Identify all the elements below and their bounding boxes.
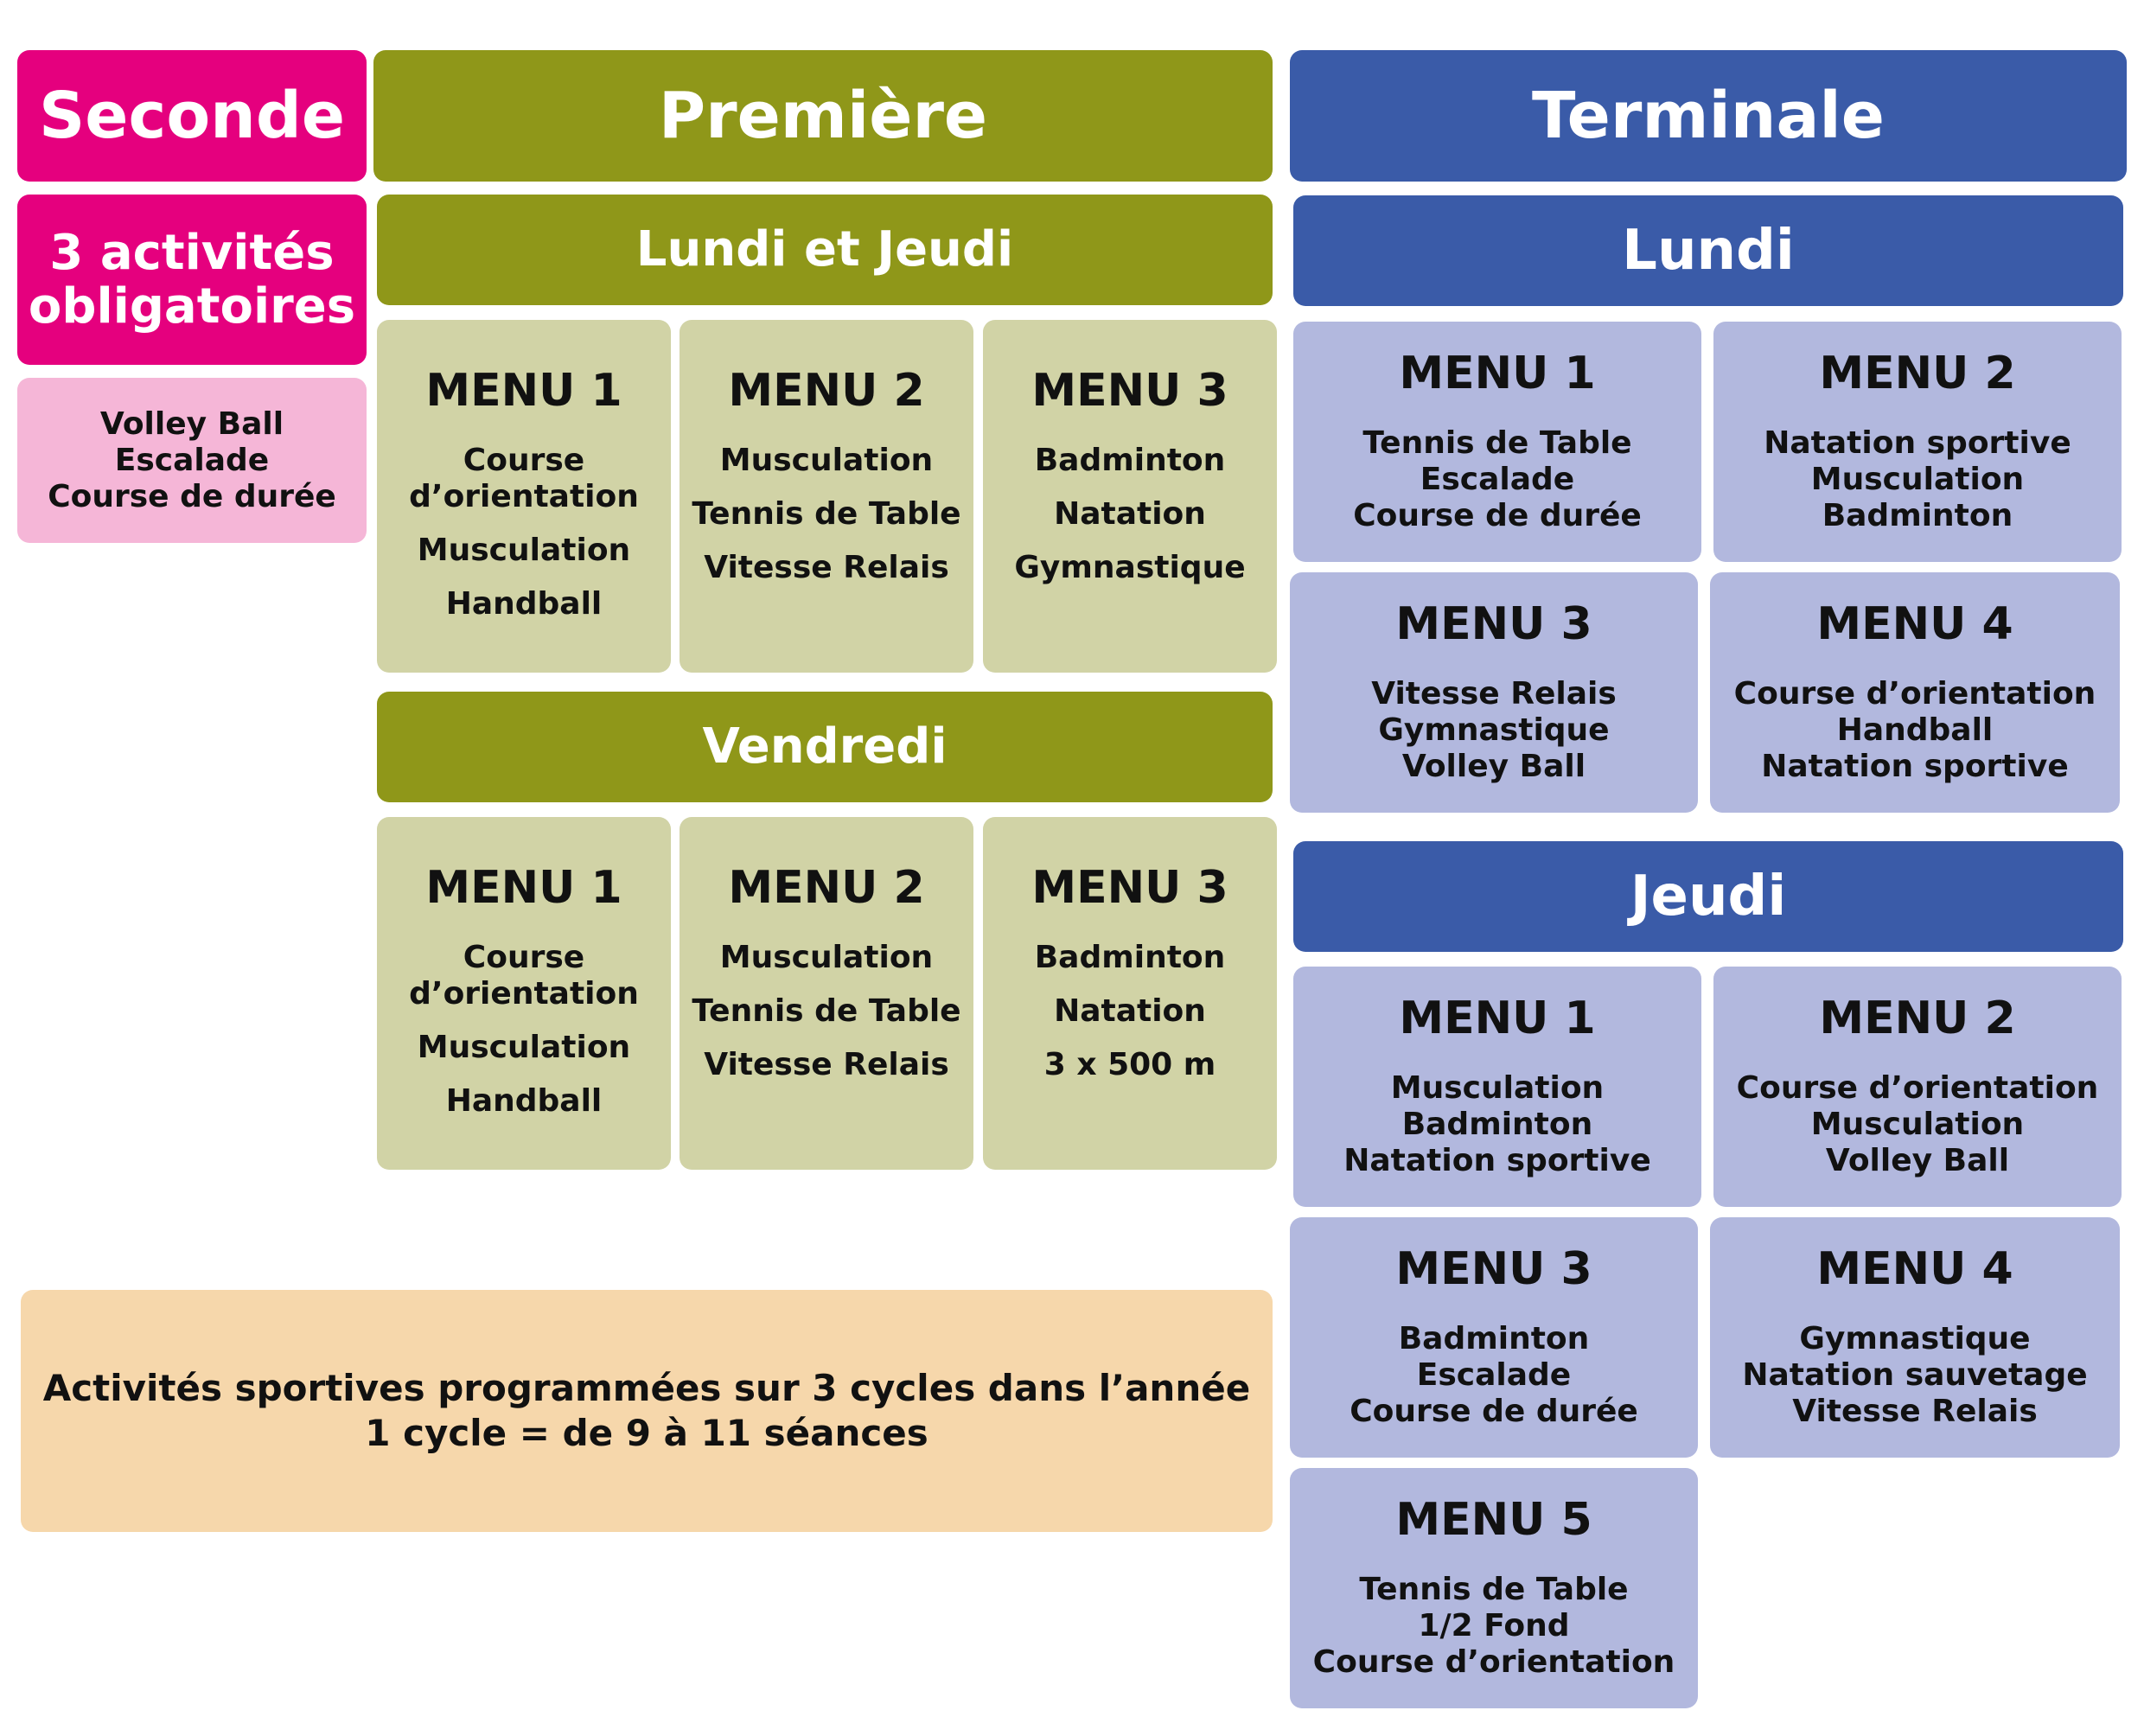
activity-item: Vitesse Relais xyxy=(1371,676,1617,712)
premiere-day-label: Vendredi xyxy=(702,718,948,775)
premiere-day-header xyxy=(377,195,1273,305)
activity-item: Musculation xyxy=(1390,1070,1605,1106)
terminale-header xyxy=(1290,50,2127,182)
activity-item: Course d’orientation xyxy=(1733,676,2096,712)
activity-item: Gymnastique xyxy=(1378,712,1610,748)
activity-item: Volley Ball xyxy=(1401,749,1586,784)
activity-item: Vitesse Relais xyxy=(704,550,949,585)
menu-title: MENU 1 xyxy=(425,862,622,914)
activity-item: Course d’orientation xyxy=(1736,1070,2099,1106)
terminale-jeudi-menu-4 xyxy=(1710,1217,2120,1458)
activity-item: Course de durée xyxy=(1350,1394,1638,1429)
premiere-v-menu-3 xyxy=(983,817,1277,1170)
menu-title: MENU 1 xyxy=(1399,348,1596,399)
activity-item: Natation sportive xyxy=(1764,425,2071,461)
activity-item: Course de durée xyxy=(1353,498,1642,533)
activity-item: Escalade xyxy=(114,442,270,478)
activity-item: Tennis de Table xyxy=(692,496,961,532)
activity-item: Natation sportive xyxy=(1343,1143,1651,1178)
premiere-header xyxy=(373,50,1273,182)
terminale-jeudi-menu-5 xyxy=(1290,1468,1698,1708)
menu-title: MENU 2 xyxy=(728,365,925,417)
premiere-lj-menu-1 xyxy=(377,320,671,673)
seconde-subtitle-line2: obligatoires xyxy=(28,278,356,335)
activity-item: Handball xyxy=(445,1083,603,1119)
activity-item: Course de durée xyxy=(48,478,336,514)
activity-item: Musculation xyxy=(1810,1107,2025,1142)
menu-title: MENU 2 xyxy=(1819,348,2016,399)
terminale-day-header xyxy=(1293,195,2123,306)
activity-item: Musculation xyxy=(719,940,934,975)
premiere-lj-menu-2 xyxy=(680,320,973,673)
activity-item: Gymnastique xyxy=(1014,550,1246,585)
activity-item: Natation xyxy=(1054,993,1206,1029)
terminale-lundi-menu-2 xyxy=(1713,322,2122,562)
activity-item: Tennis de Table xyxy=(1359,1572,1629,1607)
activity-item: Handball xyxy=(445,586,603,622)
seconde-header xyxy=(17,50,367,182)
terminale-day-header xyxy=(1293,841,2123,952)
cycles-note xyxy=(21,1290,1273,1532)
menu-title: MENU 1 xyxy=(1399,992,1596,1044)
premiere-day-label: Lundi et Jeudi xyxy=(635,221,1014,278)
terminale-lundi-menu-3 xyxy=(1290,572,1698,813)
menu-title: MENU 2 xyxy=(728,862,925,914)
seconde-activities xyxy=(17,378,367,543)
activity-item: Musculation xyxy=(417,533,631,568)
seconde-subtitle-box xyxy=(17,195,367,365)
terminale-jeudi-menu-2 xyxy=(1713,967,2122,1207)
terminale-day-label: Lundi xyxy=(1622,219,1795,283)
activity-item: Escalade xyxy=(1416,1357,1572,1393)
terminale-day-label: Jeudi xyxy=(1630,865,1787,929)
premiere-title: Première xyxy=(658,79,988,153)
premiere-day-header xyxy=(377,692,1273,802)
premiere-v-menu-1 xyxy=(377,817,671,1170)
activity-item: Volley Ball xyxy=(99,405,284,442)
activity-item: Natation sportive xyxy=(1761,749,2069,784)
premiere-lj-menu-3 xyxy=(983,320,1277,673)
menu-title: MENU 4 xyxy=(1816,598,2013,650)
activity-item: Course d’orientation xyxy=(409,443,639,514)
activity-item: Musculation xyxy=(719,443,934,478)
note-line-2: 1 cycle = de 9 à 11 séances xyxy=(365,1412,928,1454)
menu-title: MENU 3 xyxy=(1395,1243,1592,1295)
terminale-jeudi-menu-3 xyxy=(1290,1217,1698,1458)
activity-item: Badminton xyxy=(1034,940,1226,975)
menu-title: MENU 4 xyxy=(1816,1243,2013,1295)
activity-item: Handball xyxy=(1836,712,1994,748)
terminale-jeudi-menu-1 xyxy=(1293,967,1701,1207)
menu-title: MENU 3 xyxy=(1395,598,1592,650)
activity-item: Tennis de Table xyxy=(692,993,961,1029)
menu-title: MENU 3 xyxy=(1031,365,1228,417)
terminale-lundi-menu-4 xyxy=(1710,572,2120,813)
activity-item: Gymnastique xyxy=(1799,1321,2031,1356)
activity-item: Vitesse Relais xyxy=(1792,1394,2038,1429)
activity-item: Badminton xyxy=(1034,443,1226,478)
activity-item: Badminton xyxy=(1822,498,2013,533)
seconde-subtitle-line1: 3 activités xyxy=(49,224,335,281)
premiere-v-menu-2 xyxy=(680,817,973,1170)
activity-item: Vitesse Relais xyxy=(704,1047,949,1082)
activity-item: 1/2 Fond xyxy=(1418,1608,1570,1643)
menu-title: MENU 1 xyxy=(425,365,622,417)
terminale-title: Terminale xyxy=(1532,79,1885,153)
activity-item: Badminton xyxy=(1398,1321,1590,1356)
activity-item: Volley Ball xyxy=(1825,1143,2010,1178)
activity-item: 3 x 500 m xyxy=(1043,1047,1216,1082)
activity-item: Course d’orientation xyxy=(1312,1644,1675,1680)
activity-item: Natation sauvetage xyxy=(1742,1357,2088,1393)
activity-item: Tennis de Table xyxy=(1362,425,1632,461)
note-line-1: Activités sportives programmées sur 3 cycles dans l’année xyxy=(42,1367,1251,1409)
activity-item: Musculation xyxy=(417,1030,631,1065)
terminale-lundi-menu-1 xyxy=(1293,322,1701,562)
menu-title: MENU 3 xyxy=(1031,862,1228,914)
menu-title: MENU 5 xyxy=(1395,1494,1592,1546)
activity-item: Course d’orientation xyxy=(409,940,639,1012)
menu-title: MENU 2 xyxy=(1819,992,2016,1044)
seconde-title: Seconde xyxy=(38,79,346,153)
activity-item: Badminton xyxy=(1401,1107,1593,1142)
activity-item: Natation xyxy=(1054,496,1206,532)
activity-item: Musculation xyxy=(1810,462,2025,497)
activity-item: Escalade xyxy=(1420,462,1575,497)
